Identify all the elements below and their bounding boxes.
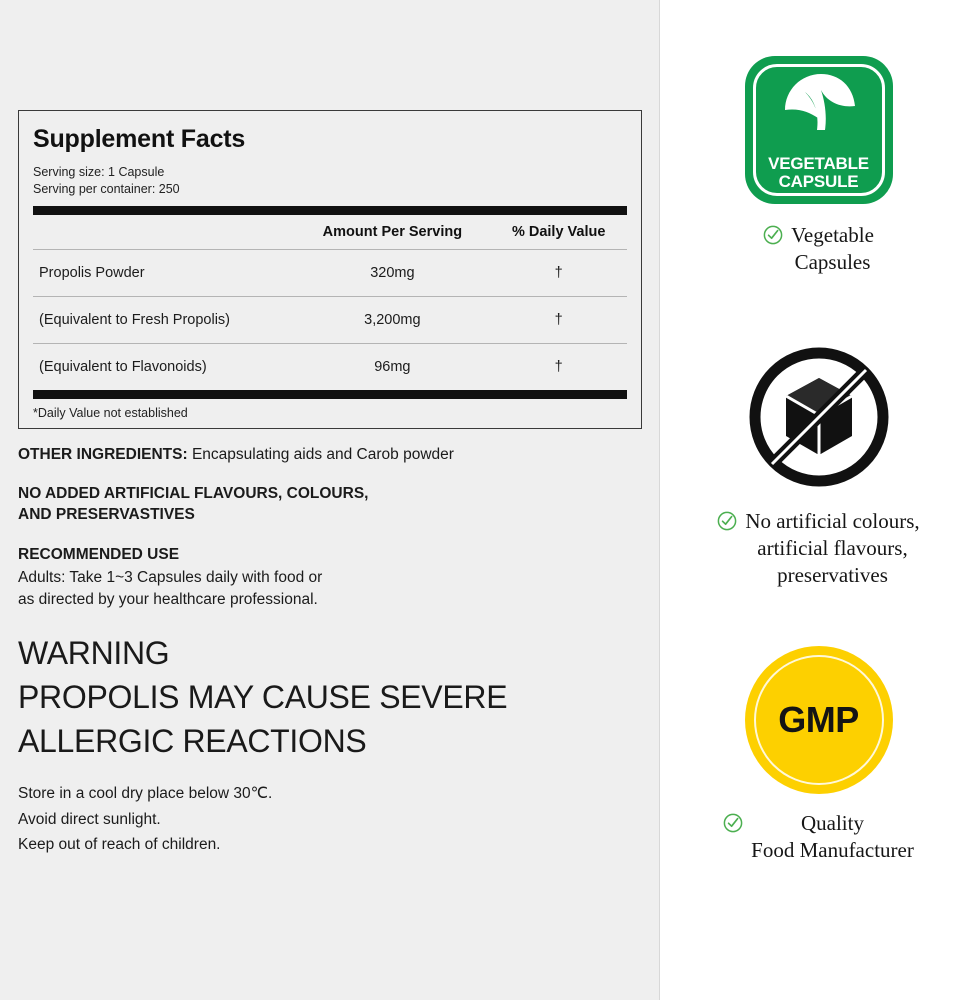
nutrient-amount: 3,200mg xyxy=(294,297,490,344)
caption-line-2: Capsules xyxy=(794,249,871,274)
nutrient-name: Propolis Powder xyxy=(33,250,294,297)
vegetable-capsule-shield-icon xyxy=(745,56,893,204)
other-ingredients-value: Encapsulating aids and Carob powder xyxy=(187,446,454,463)
gmp-seal-icon xyxy=(745,646,893,794)
supplement-facts-box xyxy=(18,110,642,429)
badge-gmp xyxy=(660,646,977,864)
no-additives-icon xyxy=(744,342,894,492)
nutrient-amount: 320mg xyxy=(294,250,490,297)
serving-info xyxy=(33,164,627,197)
no-added-statement xyxy=(18,484,642,526)
column-header-daily-value: % Daily Value xyxy=(511,224,606,240)
nutrient-amount: 96mg xyxy=(294,344,490,391)
table-row xyxy=(33,250,627,297)
nutrient-daily-value: † xyxy=(490,297,627,344)
gmp-caption-text xyxy=(751,810,914,864)
recommended-use-line-1: Adults: Take 1~3 Capsules daily with food or xyxy=(18,568,323,586)
shield-label xyxy=(745,155,893,191)
warning-line-1: WARNING xyxy=(18,634,170,671)
caption-line-1: No artificial colours, xyxy=(745,508,920,533)
nutrient-name: (Equivalent to Flavonoids) xyxy=(33,344,294,391)
supplement-facts-title: Supplement Facts xyxy=(33,125,246,153)
caption-line-1: Vegetable xyxy=(791,223,874,247)
gmp-label: GMP xyxy=(778,699,859,741)
storage-line-2: Avoid direct sunlight. xyxy=(18,810,161,828)
supplement-facts-table xyxy=(33,215,627,390)
no-added-line-1: NO ADDED ARTIFICIAL FLAVOURS, COLOURS, xyxy=(18,484,369,502)
table-bottom-rule xyxy=(33,390,627,399)
warning-line-2: PROPOLIS MAY CAUSE SEVERE xyxy=(18,678,508,715)
column-header-blank xyxy=(33,215,294,250)
recommended-use-heading: RECOMMENDED USE xyxy=(18,545,180,563)
table-top-rule xyxy=(33,206,627,215)
no-additives-caption-text xyxy=(745,508,919,589)
shield-label-line-1: VEGETABLE xyxy=(768,154,869,174)
recommended-use-body xyxy=(18,567,642,611)
badges-panel xyxy=(660,0,977,1000)
serving-size: Serving size: 1 Capsule xyxy=(33,165,165,179)
storage-instructions xyxy=(18,781,642,858)
table-row xyxy=(33,297,627,344)
table-row xyxy=(33,344,627,391)
storage-line-1: Store in a cool dry place below 30℃. xyxy=(18,785,273,803)
storage-line-3: Keep out of reach of children. xyxy=(18,836,221,854)
serving-per-container: Serving per container: 250 xyxy=(33,181,180,196)
caption-line-1: Quality xyxy=(800,811,864,836)
leaf-icon xyxy=(781,72,857,139)
warning-text xyxy=(18,631,642,763)
badge-vegetable-capsule xyxy=(660,56,977,276)
shield-label-line-2: CAPSULE xyxy=(778,172,859,192)
caption-line-2: Food Manufacturer xyxy=(751,838,914,863)
warning-line-3: ALLERGIC REACTIONS xyxy=(18,723,367,760)
recommended-use-line-2: as directed by your healthcare professional. xyxy=(18,590,318,608)
check-circle-icon xyxy=(763,225,783,252)
no-additives-caption xyxy=(660,508,977,589)
vegetable-capsule-caption xyxy=(660,222,977,276)
caption-line-3: preservatives xyxy=(777,562,888,587)
gmp-caption xyxy=(660,810,977,864)
other-ingredients xyxy=(18,445,642,466)
vegetable-capsule-caption-text xyxy=(791,222,874,276)
check-circle-icon xyxy=(717,511,737,538)
caption-line-2: artificial flavours, xyxy=(757,535,908,560)
column-header-amount: Amount Per Serving xyxy=(322,224,463,240)
check-circle-icon xyxy=(723,813,743,840)
badge-no-additives xyxy=(660,342,977,589)
nutrient-name: (Equivalent to Fresh Propolis) xyxy=(33,297,294,344)
other-ingredients-label: OTHER INGREDIENTS: xyxy=(18,446,188,463)
nutrient-daily-value: † xyxy=(490,344,627,391)
nutrient-daily-value: † xyxy=(490,250,627,297)
table-header-row xyxy=(33,215,627,250)
daily-value-footnote: *Daily Value not established xyxy=(33,406,188,420)
no-added-line-2: AND PRESERVASTIVES xyxy=(18,505,195,523)
